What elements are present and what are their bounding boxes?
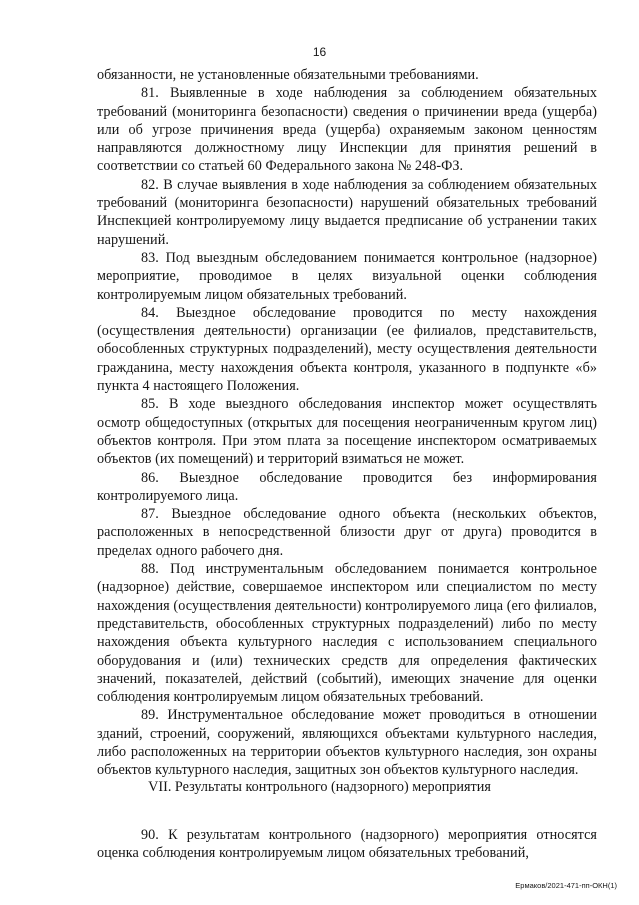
paragraph-84: 84. Выездное обследование проводится по месту нахождения (осуществления деятельности) организации (ее филиалов, представительств, обособленных структурных подразделений), месту осуществления деятельности гражданина, месту нахождения объекта контроля, указанного в подпункте «б» пункта 4 настоящего Положения.: [97, 304, 597, 395]
paragraph-81: 81. Выявленные в ходе наблюдения за соблюдением обязательных требований (мониторинга безопасности) сведения о причинении вреда (ущерба) или об угрозе причинения вреда (ущерба) охраняемым законом ценностям направляются должностному лицу Инспекции для принятия решений в соответствии со статьей 60 Федерального закона № 248-ФЗ.: [97, 85, 597, 175]
tail-text: [97, 826, 597, 863]
paragraph-85: 85. В ходе выездного обследования инспектор может осуществлять осмотр общедоступных (открытых для посещения неограниченным кругом лиц) объектов контроля. При этом плата за посещение инспектором осматриваемых объектов (их помещений) и территорий взиматься не может.: [97, 396, 597, 468]
paragraph-89: 89. Инструментальное обследование может проводиться в отношении зданий, строений, сооружений, являющихся объектами культурного наследия, либо расположенных на территории объектов культурного наследия, зон охраны объектов культурного наследия, защитных зон объектов культурного наследия.: [97, 707, 597, 779]
paragraph-continuation: обязанности, не установленные обязательными требованиями.: [97, 67, 479, 83]
paragraph-83: 83. Под выездным обследованием понимается контрольное (надзорное) мероприятие, проводимое в целях визуальной оценки соблюдения контролируемым лицом обязательных требований.: [97, 249, 597, 303]
paragraph-82: 82. В случае выявления в ходе наблюдения за соблюдением обязательных требований (мониторинга безопасности) нарушений обязательных требований Инспекцией контролируемому лицу выдается предписание об устранении таких нарушений.: [97, 176, 597, 248]
body-text: [97, 66, 597, 780]
paragraph-86: 86. Выездное обследование проводится без информирования контролируемого лица.: [97, 469, 597, 504]
paragraph-88: 88. Под инструментальным обследованием понимается контрольное (надзорное) действие, совершаемое инспектором или специалистом по месту нахождения (осуществления деятельности) контролируемого лица (его филиалов, представительств, обособленных структурных подразделений) либо по месту нахождения объекта культурного наследия с использованием специального оборудования и (или) технических средств для определения фактических значений, показателей, действий (событий), имеющих значение для оценки соблюдения контролируемым лицом обязательных требований.: [97, 561, 597, 706]
paragraph-90: 90. К результатам контрольного (надзорного) мероприятия относятся оценка соблюдения контролируемым лицом обязательных требований,: [97, 827, 597, 862]
paragraph-87: 87. Выездное обследование одного объекта (нескольких объектов, расположенных в непосредственной близости друг от друга) проводится в пределах одного рабочего дня.: [97, 506, 597, 559]
section-heading: VII. Результаты контрольного (надзорного) мероприятия: [148, 779, 491, 795]
page-number: 16: [312, 45, 327, 59]
footer-reference: Ермаков/2021-471-пп-ОКН(1): [515, 881, 617, 890]
